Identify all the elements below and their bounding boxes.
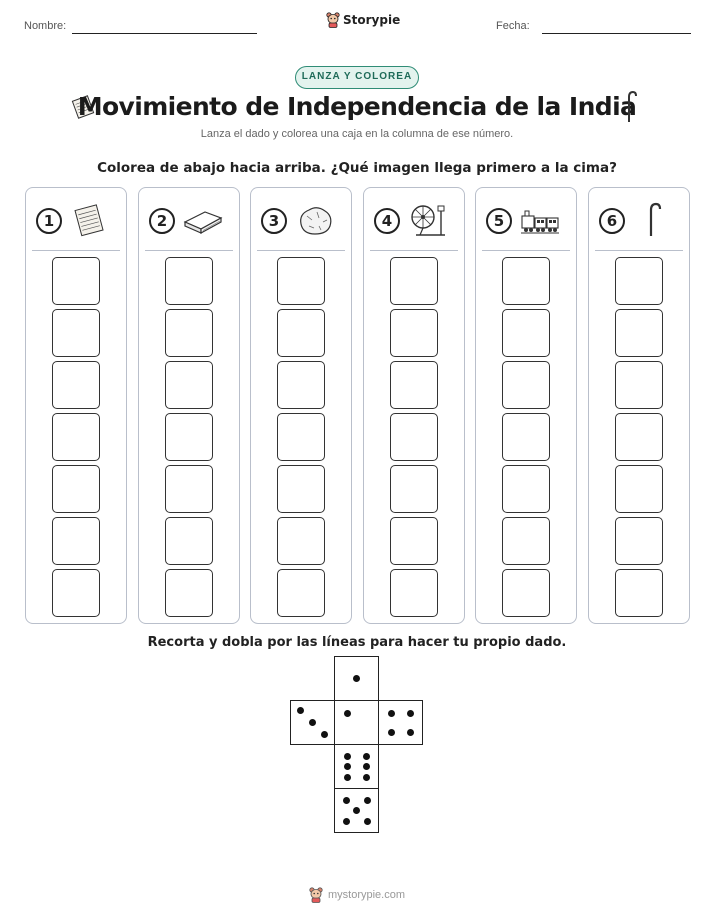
die-pip bbox=[363, 763, 370, 770]
die-pip bbox=[388, 710, 395, 717]
color-box[interactable] bbox=[390, 309, 438, 357]
color-box[interactable] bbox=[502, 361, 550, 409]
color-box[interactable] bbox=[390, 361, 438, 409]
color-box[interactable] bbox=[615, 361, 663, 409]
color-box[interactable] bbox=[52, 517, 100, 565]
color-box[interactable] bbox=[615, 569, 663, 617]
die-face-5 bbox=[334, 788, 379, 833]
color-box[interactable] bbox=[52, 257, 100, 305]
color-box[interactable] bbox=[502, 309, 550, 357]
subtitle: Lanza el dado y colorea una caja en la columna de ese número. bbox=[200, 128, 514, 140]
die-pip bbox=[364, 818, 371, 825]
spinning-wheel-icon bbox=[408, 202, 448, 238]
color-box[interactable] bbox=[277, 309, 325, 357]
column-3 bbox=[250, 187, 352, 624]
color-box[interactable] bbox=[165, 309, 213, 357]
name-line[interactable] bbox=[72, 33, 257, 34]
column-divider bbox=[595, 250, 683, 251]
column-number: 6 bbox=[599, 208, 625, 234]
die-face-4 bbox=[378, 700, 423, 745]
book-icon bbox=[183, 202, 223, 238]
footer-url[interactable]: mystorypie.com bbox=[327, 889, 406, 901]
column-6 bbox=[588, 187, 690, 624]
bear-mascot-icon bbox=[326, 12, 340, 28]
color-box[interactable] bbox=[165, 413, 213, 461]
color-box[interactable] bbox=[165, 257, 213, 305]
activity-badge: LANZA Y COLOREA bbox=[295, 66, 419, 89]
color-box[interactable] bbox=[502, 413, 550, 461]
column-5 bbox=[475, 187, 577, 624]
die-pip bbox=[343, 818, 350, 825]
column-divider bbox=[482, 250, 570, 251]
die-pip bbox=[363, 774, 370, 781]
color-box[interactable] bbox=[52, 413, 100, 461]
date-label: Fecha: bbox=[496, 20, 530, 32]
column-divider bbox=[32, 250, 120, 251]
color-box[interactable] bbox=[165, 517, 213, 565]
salt-rock-icon bbox=[295, 202, 335, 238]
die-face-6 bbox=[334, 744, 379, 789]
color-box[interactable] bbox=[165, 465, 213, 513]
footer bbox=[0, 887, 714, 903]
color-box[interactable] bbox=[390, 465, 438, 513]
color-box[interactable] bbox=[277, 257, 325, 305]
color-box[interactable] bbox=[52, 569, 100, 617]
die-pip bbox=[407, 710, 414, 717]
die-pip bbox=[309, 719, 316, 726]
walking-stick-icon bbox=[620, 90, 638, 124]
date-line[interactable] bbox=[542, 33, 691, 34]
column-divider bbox=[370, 250, 458, 251]
color-box[interactable] bbox=[277, 465, 325, 513]
bear-mascot-icon bbox=[309, 887, 323, 903]
brand-name: Storypie bbox=[343, 13, 401, 27]
die-pip bbox=[364, 797, 371, 804]
color-box[interactable] bbox=[615, 309, 663, 357]
die-pip bbox=[344, 710, 351, 717]
color-box[interactable] bbox=[502, 569, 550, 617]
color-box[interactable] bbox=[277, 517, 325, 565]
brand-logo bbox=[326, 12, 400, 28]
color-box[interactable] bbox=[615, 257, 663, 305]
color-box[interactable] bbox=[615, 517, 663, 565]
die-pip bbox=[353, 807, 360, 814]
color-box[interactable] bbox=[277, 361, 325, 409]
color-box[interactable] bbox=[165, 361, 213, 409]
die-pip bbox=[388, 729, 395, 736]
die-pip bbox=[297, 707, 304, 714]
die-face-3 bbox=[290, 700, 335, 745]
color-box[interactable] bbox=[502, 257, 550, 305]
die-pip bbox=[363, 753, 370, 760]
instruction: Colorea de abajo hacia arriba. ¿Qué imagen llega primero a la cima? bbox=[97, 160, 617, 176]
color-box[interactable] bbox=[277, 413, 325, 461]
column-number: 5 bbox=[486, 208, 512, 234]
column-number: 3 bbox=[261, 208, 287, 234]
page-title: Movimiento de Independencia de la India bbox=[77, 92, 637, 121]
color-box[interactable] bbox=[502, 517, 550, 565]
cut-instruction: Recorta y dobla por las líneas para hacer tu propio dado. bbox=[147, 635, 567, 650]
column-1 bbox=[25, 187, 127, 624]
die-pip bbox=[321, 731, 328, 738]
column-2 bbox=[138, 187, 240, 624]
color-box[interactable] bbox=[52, 465, 100, 513]
die-pip bbox=[343, 797, 350, 804]
die-pip bbox=[407, 729, 414, 736]
column-number: 1 bbox=[36, 208, 62, 234]
rug-icon bbox=[70, 202, 110, 238]
color-box[interactable] bbox=[277, 569, 325, 617]
column-number: 2 bbox=[149, 208, 175, 234]
color-box[interactable] bbox=[615, 465, 663, 513]
die-pip bbox=[344, 763, 351, 770]
color-box[interactable] bbox=[390, 257, 438, 305]
column-number: 4 bbox=[374, 208, 400, 234]
column-divider bbox=[145, 250, 233, 251]
die-pip bbox=[344, 774, 351, 781]
name-label: Nombre: bbox=[24, 20, 67, 32]
color-box[interactable] bbox=[165, 569, 213, 617]
color-box[interactable] bbox=[52, 361, 100, 409]
color-box[interactable] bbox=[502, 465, 550, 513]
walking-stick-icon bbox=[633, 202, 673, 238]
color-box[interactable] bbox=[390, 413, 438, 461]
color-box[interactable] bbox=[390, 517, 438, 565]
die-face-1 bbox=[334, 700, 379, 745]
color-box[interactable] bbox=[52, 309, 100, 357]
die-face-1 bbox=[334, 656, 379, 701]
train-icon bbox=[520, 202, 560, 238]
die-pip bbox=[344, 753, 351, 760]
column-divider bbox=[257, 250, 345, 251]
column-4 bbox=[363, 187, 465, 624]
die-pip bbox=[353, 675, 360, 682]
color-box[interactable] bbox=[615, 413, 663, 461]
color-box[interactable] bbox=[390, 569, 438, 617]
